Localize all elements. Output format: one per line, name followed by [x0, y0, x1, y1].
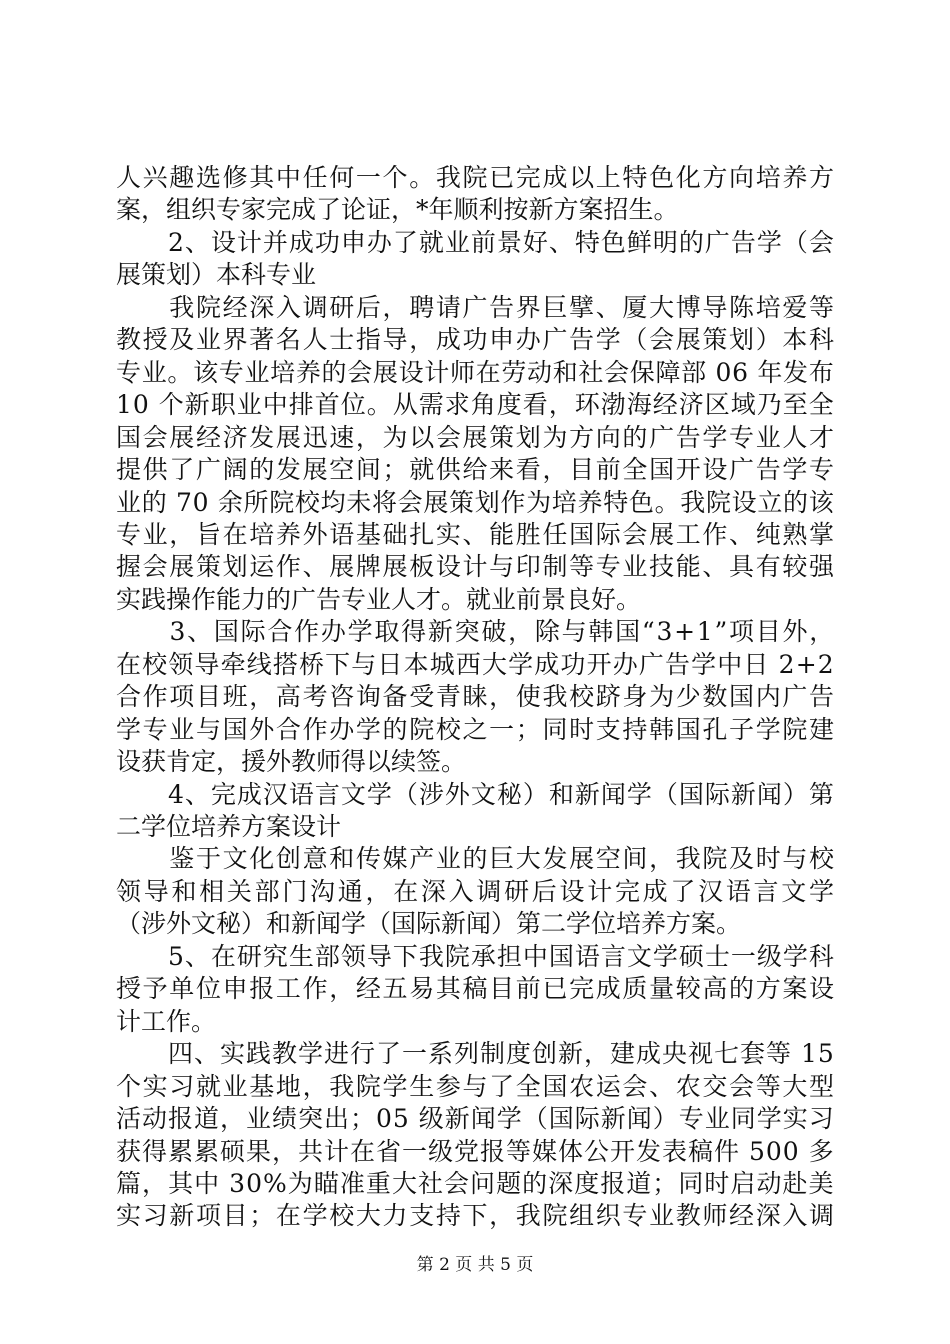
- text-line: 我院经深入调研后，聘请广告界巨擘、厦大博导陈培爱等: [116, 292, 836, 322]
- page-footer: 第 2 页 共 5 页: [416, 1255, 534, 1275]
- text-line: 获得累累硕果，共计在省一级党报等媒体公开发表稿件 500 多: [116, 1136, 835, 1166]
- text-line: 教授及业界著名人士指导，成功申办广告学（会展策划）本科: [116, 325, 836, 355]
- text-line: 5、在研究生部领导下我院承担中国语言文学硕士一级学科: [116, 941, 835, 971]
- text-line: 授予单位申报工作，经五易其稿目前已完成质量较高的方案设: [116, 974, 836, 1004]
- text-line: 实践操作能力的广告专业人才。就业前景良好。: [116, 584, 642, 614]
- text-line: 3、国际合作办学取得新突破，除与韩国“3+1”项目外，: [116, 617, 836, 647]
- text-line: 篇，其中 30%为瞄准重大社会问题的深度报道；同时启动赴美: [116, 1168, 835, 1198]
- text-line: 计工作。: [116, 1006, 217, 1036]
- text-line: 10 个新职业中排首位。从需求角度看，环渤海经济区域乃至全: [116, 390, 835, 420]
- text-line: 四、实践教学进行了一系列制度创新，建成央视七套等 15: [116, 1039, 835, 1069]
- text-line: 提供了广阔的发展空间；就供给来看，目前全国开设广告学专: [116, 455, 836, 485]
- text-line: 专业，旨在培养外语基础扎实、能胜任国际会展工作、纯熟掌: [116, 519, 836, 549]
- text-line: 个实习就业基地，我院学生参与了全国农运会、农交会等大型: [116, 1071, 836, 1101]
- text-line: 合作项目班，高考咨询备受青睐，使我校跻身为少数国内广告: [116, 682, 836, 712]
- text-line: 国会展经济发展迅速，为以会展策划为方向的广告学专业人才: [116, 422, 836, 452]
- text-line: 4、完成汉语言文学（涉外文秘）和新闻学（国际新闻）第: [116, 779, 835, 809]
- text-line: 设获肯定，援外教师得以续签。: [116, 747, 467, 777]
- text-line: 人兴趣选修其中任何一个。我院已完成以上特色化方向培养方: [116, 163, 836, 192]
- text-line: 展策划）本科专业: [116, 260, 317, 290]
- text-line: 在校领导牵线搭桥下与日本城西大学成功开办广告学中日 2+2: [116, 649, 835, 679]
- text-line: 实习新项目；在学校大力支持下，我院组织专业教师经深入调: [116, 1201, 836, 1231]
- text-line: 活动报道，业绩突出；05 级新闻学（国际新闻）专业同学实习: [116, 1104, 835, 1134]
- text-line: 专业。该专业培养的会展设计师在劳动和社会保障部 06 年发布: [116, 357, 835, 387]
- text-line: 鉴于文化创意和传媒产业的巨大发展空间，我院及时与校: [116, 844, 836, 874]
- text-line: 二学位培养方案设计: [116, 812, 342, 841]
- text-line: （涉外文秘）和新闻学（国际新闻）第二学位培养方案。: [116, 909, 742, 939]
- text-line: 领导和相关部门沟通，在深入调研后设计完成了汉语言文学: [116, 876, 837, 906]
- text-line: 2、设计并成功申办了就业前景好、特色鲜明的广告学（会: [116, 227, 835, 257]
- text-line: 握会展策划运作、展牌展板设计与印制等专业技能、具有较强: [116, 552, 836, 582]
- text-line: 业的 70 余所院校均未将会展策划作为培养特色。我院设立的该: [116, 487, 835, 517]
- text-line: 案，组织专家完成了论证，*年顺利按新方案招生。: [116, 195, 679, 225]
- text-line: 学专业与国外合作办学的院校之一；同时支持韩国孔子学院建: [116, 714, 836, 744]
